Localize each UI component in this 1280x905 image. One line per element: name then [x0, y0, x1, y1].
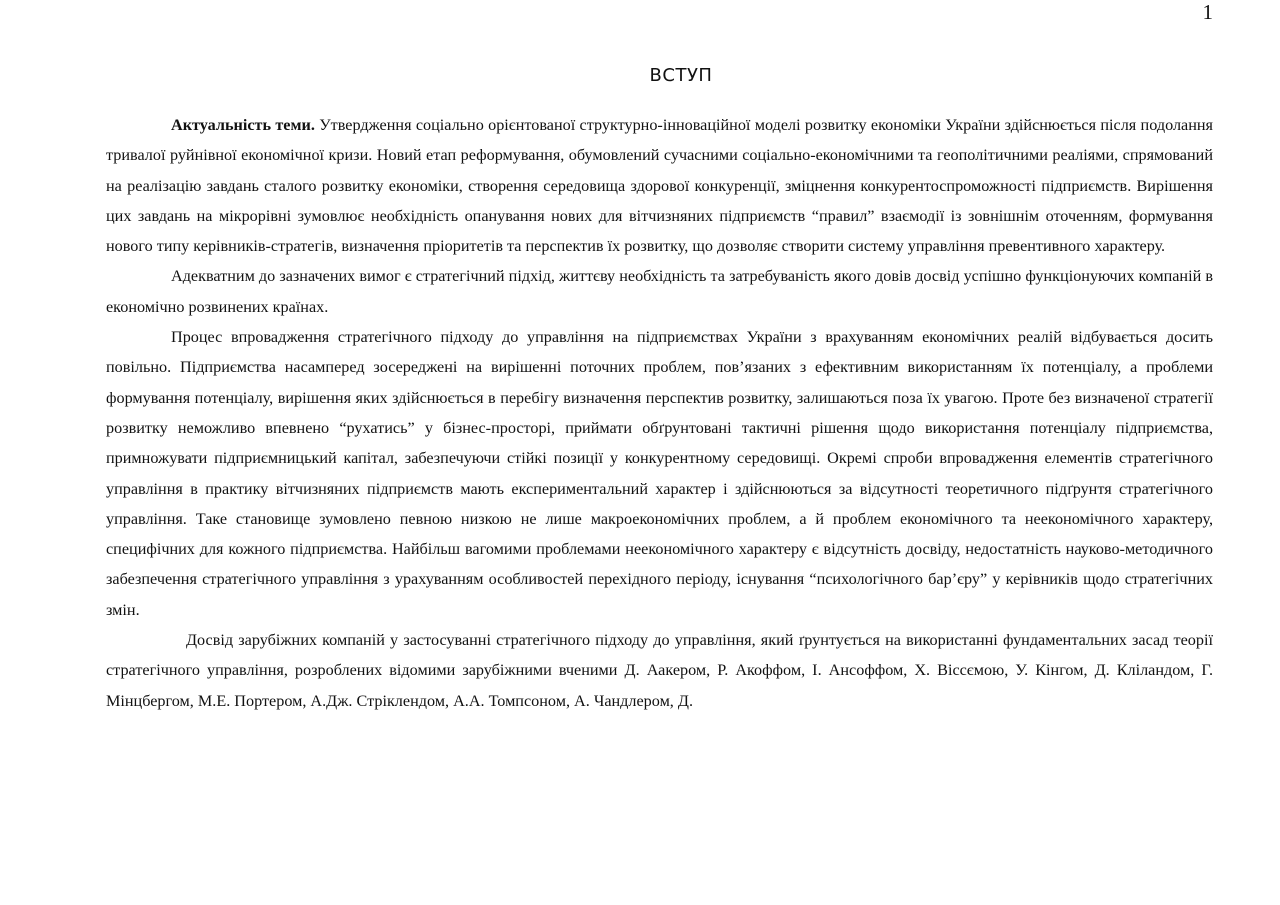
paragraph-strategic-approach: Адекватним до зазначених вимог є стратегічний підхід, життєву необхідність та затребуваність якого довів досвід успішно функціонуючих компаній в економічно розвинених країнах. [106, 267, 1213, 316]
paragraph-lead: Актуальність теми. [171, 116, 315, 134]
paragraph-relevance [106, 110, 1213, 261]
paragraph-text: Утвердження соціально орієнтованої структурно-інноваційної моделі розвитку економіки України здійснюється після подолання тривалої руйнівної економічної кризи. Новий етап реформування, обумовлений сучасними соціально-економічними та геополітичними реаліями, спрямований на реалізацію завдань сталого розвитку економіки, створення середовища здорової конкуренції, зміцнення конкурентоспроможності підприємств. Вирішення цих завдань на мікрорівні зумовлює необхідність опанування нових для вітчизняних підприємств “правил” взаємодії із зовнішнім оточенням, формування нового типу керівників-стратегів, визначення пріоритетів та перспектив їх розвитку, що дозволяє створити систему управління превентивного характеру. [106, 116, 1213, 256]
paragraph-implementation-process: Процес впровадження стратегічного підходу до управління на підприємствах України з врахуванням економічних реалій відбувається досить повільно. Підприємства насамперед зосереджені на вирішенні поточних проблем, пов’язаних з ефективним використанням їх потенціалу, а проблеми формування потенціалу, вирішення яких здійснюється в перебігу визначення перспектив розвитку, залишаються поза їх увагою. Проте без визначеної стратегії розвитку неможливо впевнено “рухатись” у бізнес-просторі, приймати обґрунтовані тактичні рішення щодо використання потенціалу підприємства, примножувати підприємницький капітал, забезпечуючи стійкі позиції у конкурентному середовищі. Окремі спроби впровадження елементів стратегічного управління в практику вітчизняних підприємств мають експериментальний характер і здійснюються за відсутності теоретичного підґрунтя стратегічного управління. Таке становище зумовлено певною низкою не лише макроекономічних проблем, а й проблем економічного та неекономічного характеру, специфічних для кожного підприємства. Найбільш вагомими проблемами неекономічного характеру є відсутність досвіду, недостатність науково-методичного забезпечення стратегічного управління з урахуванням особливостей перехідного періоду, існування “психологічного бар’єру” у керівників щодо стратегічних змін. [106, 328, 1213, 619]
document-body [106, 110, 1213, 716]
page-number: 1 [1202, 0, 1213, 24]
paragraph-foreign-experience: Досвід зарубіжних компаній у застосуванні стратегічного підходу до управління, який ґрунтується на використанні фундаментальних засад теорії стратегічного управління, розроблених відомими зарубіжними вченими Д. Аакером, Р. Акоффом, І. Ансоффом, Х. Віссємою, У. Кінгом, Д. Кліландом, Г. Мінцбергом, М.Е. Портером, А.Дж. Стріклендом, А.А. Томпсоном, А. Чандлером, Д. [106, 631, 1213, 710]
section-heading: ВСТУП [649, 65, 713, 86]
